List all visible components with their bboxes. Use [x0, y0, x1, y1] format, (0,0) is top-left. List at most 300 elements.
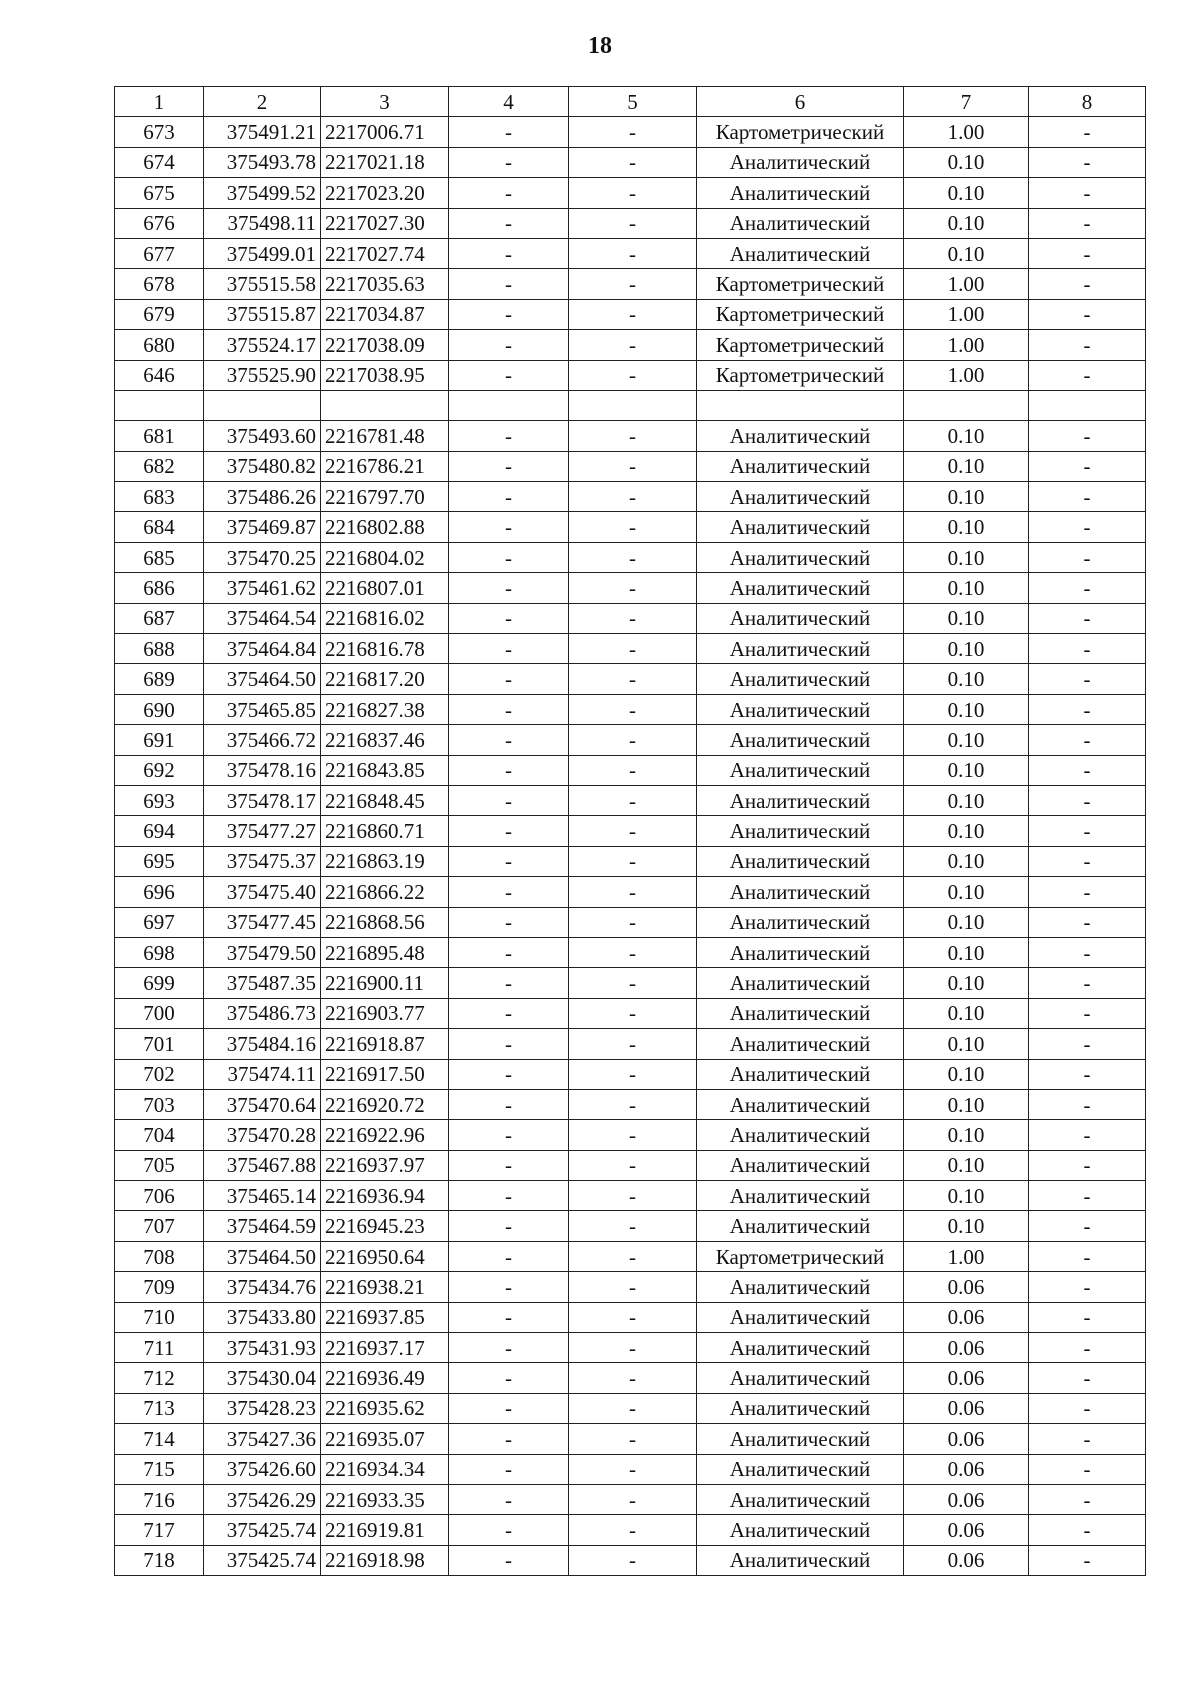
column-8-cell: - — [1029, 421, 1146, 451]
x-coordinate-cell: 375486.26 — [204, 482, 321, 512]
column-5-cell: - — [569, 968, 697, 998]
y-coordinate-cell: 2216936.94 — [321, 1181, 449, 1211]
column-8-cell: - — [1029, 1211, 1146, 1241]
accuracy-cell: 0.10 — [904, 725, 1029, 755]
method-cell: Аналитический — [697, 1089, 904, 1119]
x-coordinate-cell: 375525.90 — [204, 360, 321, 390]
y-coordinate-cell: 2216937.85 — [321, 1302, 449, 1332]
point-number-cell: 680 — [115, 330, 204, 360]
method-cell: Аналитический — [697, 664, 904, 694]
y-coordinate-cell: 2216937.17 — [321, 1333, 449, 1363]
y-coordinate-cell: 2216918.87 — [321, 1029, 449, 1059]
x-coordinate-cell: 375464.59 — [204, 1211, 321, 1241]
method-cell: Аналитический — [697, 482, 904, 512]
column-8-cell: - — [1029, 178, 1146, 208]
x-coordinate-cell: 375499.52 — [204, 178, 321, 208]
accuracy-cell: 1.00 — [904, 360, 1029, 390]
method-cell: Аналитический — [697, 512, 904, 542]
point-number-cell: 698 — [115, 937, 204, 967]
column-8-cell: - — [1029, 694, 1146, 724]
column-8-cell: - — [1029, 1424, 1146, 1454]
column-header-8: 8 — [1029, 87, 1146, 117]
column-4-cell: - — [449, 1454, 569, 1484]
x-coordinate-cell: 375464.50 — [204, 664, 321, 694]
y-coordinate-cell — [321, 390, 449, 420]
column-4-cell: - — [449, 117, 569, 147]
column-4-cell: - — [449, 299, 569, 329]
column-8-cell: - — [1029, 725, 1146, 755]
point-number-cell: 714 — [115, 1424, 204, 1454]
y-coordinate-cell: 2216900.11 — [321, 968, 449, 998]
column-8-cell: - — [1029, 664, 1146, 694]
x-coordinate-cell: 375499.01 — [204, 238, 321, 268]
method-cell: Аналитический — [697, 1454, 904, 1484]
y-coordinate-cell: 2217006.71 — [321, 117, 449, 147]
table-row — [115, 937, 1146, 967]
column-4-cell: - — [449, 451, 569, 481]
method-cell: Аналитический — [697, 1484, 904, 1514]
method-cell: Аналитический — [697, 542, 904, 572]
y-coordinate-cell: 2217021.18 — [321, 147, 449, 177]
column-5-cell: - — [569, 299, 697, 329]
y-coordinate-cell: 2216863.19 — [321, 846, 449, 876]
x-coordinate-cell: 375470.64 — [204, 1089, 321, 1119]
accuracy-cell: 0.10 — [904, 603, 1029, 633]
method-cell: Аналитический — [697, 1029, 904, 1059]
y-coordinate-cell: 2216866.22 — [321, 877, 449, 907]
accuracy-cell: 0.06 — [904, 1515, 1029, 1545]
table-row — [115, 1211, 1146, 1241]
column-8-cell: - — [1029, 877, 1146, 907]
point-number-cell: 676 — [115, 208, 204, 238]
column-8-cell: - — [1029, 937, 1146, 967]
column-5-cell: - — [569, 451, 697, 481]
x-coordinate-cell: 375475.40 — [204, 877, 321, 907]
point-number-cell: 709 — [115, 1272, 204, 1302]
method-cell: Аналитический — [697, 1150, 904, 1180]
column-8-cell: - — [1029, 1181, 1146, 1211]
accuracy-cell: 0.10 — [904, 694, 1029, 724]
column-8-cell: - — [1029, 1515, 1146, 1545]
column-5-cell: - — [569, 330, 697, 360]
x-coordinate-cell: 375515.58 — [204, 269, 321, 299]
column-5-cell — [569, 390, 697, 420]
table-row — [115, 147, 1146, 177]
column-8-cell: - — [1029, 1363, 1146, 1393]
column-5-cell: - — [569, 1241, 697, 1271]
column-5-cell: - — [569, 1515, 697, 1545]
method-cell: Картометрический — [697, 299, 904, 329]
column-8-cell: - — [1029, 1393, 1146, 1423]
point-number-cell: 699 — [115, 968, 204, 998]
y-coordinate-cell: 2216933.35 — [321, 1484, 449, 1514]
table-row — [115, 1181, 1146, 1211]
column-4-cell: - — [449, 1333, 569, 1363]
column-4-cell: - — [449, 1545, 569, 1575]
column-8-cell: - — [1029, 634, 1146, 664]
x-coordinate-cell: 375477.27 — [204, 816, 321, 846]
y-coordinate-cell: 2216950.64 — [321, 1241, 449, 1271]
table-row — [115, 330, 1146, 360]
accuracy-cell: 0.06 — [904, 1333, 1029, 1363]
column-8-cell: - — [1029, 269, 1146, 299]
y-coordinate-cell: 2216937.97 — [321, 1150, 449, 1180]
column-4-cell: - — [449, 1150, 569, 1180]
page-number: 18 — [588, 33, 612, 59]
y-coordinate-cell: 2216807.01 — [321, 573, 449, 603]
accuracy-cell: 0.10 — [904, 755, 1029, 785]
column-4-cell: - — [449, 147, 569, 177]
x-coordinate-cell: 375464.50 — [204, 1241, 321, 1271]
column-4-cell: - — [449, 634, 569, 664]
x-coordinate-cell: 375480.82 — [204, 451, 321, 481]
table-row — [115, 1454, 1146, 1484]
accuracy-cell: 0.10 — [904, 1181, 1029, 1211]
method-cell: Аналитический — [697, 1120, 904, 1150]
column-4-cell: - — [449, 1302, 569, 1332]
method-cell: Аналитический — [697, 937, 904, 967]
accuracy-cell: 0.06 — [904, 1454, 1029, 1484]
column-4-cell: - — [449, 360, 569, 390]
accuracy-cell: 0.10 — [904, 907, 1029, 937]
column-5-cell: - — [569, 360, 697, 390]
column-8-cell: - — [1029, 330, 1146, 360]
x-coordinate-cell: 375491.21 — [204, 117, 321, 147]
column-5-cell: - — [569, 542, 697, 572]
column-4-cell: - — [449, 877, 569, 907]
accuracy-cell: 1.00 — [904, 299, 1029, 329]
y-coordinate-cell: 2216786.21 — [321, 451, 449, 481]
point-number-cell: 684 — [115, 512, 204, 542]
column-5-cell: - — [569, 117, 697, 147]
column-5-cell: - — [569, 238, 697, 268]
y-coordinate-cell: 2216895.48 — [321, 937, 449, 967]
table-row — [115, 846, 1146, 876]
table-row — [115, 178, 1146, 208]
y-coordinate-cell: 2216920.72 — [321, 1089, 449, 1119]
column-8-cell: - — [1029, 968, 1146, 998]
column-5-cell: - — [569, 937, 697, 967]
column-5-cell: - — [569, 1363, 697, 1393]
x-coordinate-cell: 375474.11 — [204, 1059, 321, 1089]
table-row — [115, 968, 1146, 998]
accuracy-cell: 0.06 — [904, 1363, 1029, 1393]
point-number-cell: 717 — [115, 1515, 204, 1545]
accuracy-cell: 0.10 — [904, 968, 1029, 998]
method-cell: Аналитический — [697, 603, 904, 633]
column-header-2: 2 — [204, 87, 321, 117]
method-cell: Аналитический — [697, 755, 904, 785]
column-8-cell: - — [1029, 785, 1146, 815]
accuracy-cell: 0.10 — [904, 1089, 1029, 1119]
column-5-cell: - — [569, 1272, 697, 1302]
column-5-cell: - — [569, 1029, 697, 1059]
x-coordinate-cell: 375469.87 — [204, 512, 321, 542]
method-cell: Аналитический — [697, 238, 904, 268]
point-number-cell: 711 — [115, 1333, 204, 1363]
accuracy-cell: 0.10 — [904, 573, 1029, 603]
y-coordinate-cell: 2216804.02 — [321, 542, 449, 572]
column-4-cell: - — [449, 755, 569, 785]
column-4-cell: - — [449, 694, 569, 724]
column-header-1: 1 — [115, 87, 204, 117]
point-number-cell: 705 — [115, 1150, 204, 1180]
accuracy-cell: 0.10 — [904, 1120, 1029, 1150]
y-coordinate-cell: 2216935.07 — [321, 1424, 449, 1454]
point-number-cell: 679 — [115, 299, 204, 329]
column-5-cell: - — [569, 664, 697, 694]
column-8-cell: - — [1029, 1272, 1146, 1302]
column-4-cell: - — [449, 573, 569, 603]
point-number-cell: 683 — [115, 482, 204, 512]
accuracy-cell: 0.06 — [904, 1424, 1029, 1454]
column-8-cell: - — [1029, 512, 1146, 542]
column-8-cell: - — [1029, 117, 1146, 147]
column-5-cell: - — [569, 816, 697, 846]
point-number-cell: 678 — [115, 269, 204, 299]
table-row — [115, 1545, 1146, 1575]
column-8-cell: - — [1029, 816, 1146, 846]
table-row — [115, 360, 1146, 390]
column-8-cell: - — [1029, 1241, 1146, 1271]
x-coordinate-cell: 375426.60 — [204, 1454, 321, 1484]
point-number-cell: 646 — [115, 360, 204, 390]
column-header-5: 5 — [569, 87, 697, 117]
method-cell: Аналитический — [697, 178, 904, 208]
method-cell: Аналитический — [697, 785, 904, 815]
table-header — [115, 87, 1146, 117]
x-coordinate-cell — [204, 390, 321, 420]
accuracy-cell: 0.10 — [904, 451, 1029, 481]
accuracy-cell: 0.10 — [904, 1211, 1029, 1241]
method-cell: Аналитический — [697, 1059, 904, 1089]
column-header-7: 7 — [904, 87, 1029, 117]
column-4-cell: - — [449, 1089, 569, 1119]
header-row — [115, 87, 1146, 117]
point-number-cell: 694 — [115, 816, 204, 846]
method-cell: Аналитический — [697, 1211, 904, 1241]
accuracy-cell: 1.00 — [904, 117, 1029, 147]
y-coordinate-cell: 2216848.45 — [321, 785, 449, 815]
table-row — [115, 755, 1146, 785]
table-row — [115, 1363, 1146, 1393]
column-8-cell: - — [1029, 1454, 1146, 1484]
x-coordinate-cell: 375465.14 — [204, 1181, 321, 1211]
column-8-cell: - — [1029, 1150, 1146, 1180]
column-5-cell: - — [569, 1484, 697, 1514]
column-8-cell: - — [1029, 1059, 1146, 1089]
point-number-cell: 674 — [115, 147, 204, 177]
table-row — [115, 512, 1146, 542]
table-body — [115, 117, 1146, 1576]
table-row — [115, 1515, 1146, 1545]
x-coordinate-cell: 375434.76 — [204, 1272, 321, 1302]
method-cell: Картометрический — [697, 360, 904, 390]
column-8-cell: - — [1029, 1089, 1146, 1119]
column-5-cell: - — [569, 512, 697, 542]
column-4-cell: - — [449, 482, 569, 512]
point-number-cell — [115, 390, 204, 420]
point-number-cell: 701 — [115, 1029, 204, 1059]
point-number-cell: 697 — [115, 907, 204, 937]
y-coordinate-cell: 2216936.49 — [321, 1363, 449, 1393]
column-8-cell: - — [1029, 1484, 1146, 1514]
column-8-cell: - — [1029, 542, 1146, 572]
accuracy-cell: 0.10 — [904, 634, 1029, 664]
point-number-cell: 685 — [115, 542, 204, 572]
y-coordinate-cell: 2216903.77 — [321, 998, 449, 1028]
column-4-cell: - — [449, 1272, 569, 1302]
table-row — [115, 664, 1146, 694]
table-row — [115, 877, 1146, 907]
x-coordinate-cell: 375524.17 — [204, 330, 321, 360]
point-number-cell: 695 — [115, 846, 204, 876]
method-cell: Аналитический — [697, 573, 904, 603]
column-4-cell: - — [449, 178, 569, 208]
table-row — [115, 1029, 1146, 1059]
point-number-cell: 706 — [115, 1181, 204, 1211]
method-cell: Аналитический — [697, 998, 904, 1028]
column-5-cell: - — [569, 907, 697, 937]
accuracy-cell: 0.10 — [904, 785, 1029, 815]
method-cell: Аналитический — [697, 208, 904, 238]
column-4-cell: - — [449, 330, 569, 360]
y-coordinate-cell: 2217035.63 — [321, 269, 449, 299]
accuracy-cell: 0.06 — [904, 1484, 1029, 1514]
table-row — [115, 1484, 1146, 1514]
table-row — [115, 238, 1146, 268]
column-5-cell: - — [569, 694, 697, 724]
column-5-cell: - — [569, 573, 697, 603]
y-coordinate-cell: 2216938.21 — [321, 1272, 449, 1302]
method-cell: Аналитический — [697, 968, 904, 998]
column-4-cell: - — [449, 512, 569, 542]
y-coordinate-cell: 2217027.74 — [321, 238, 449, 268]
x-coordinate-cell: 375428.23 — [204, 1393, 321, 1423]
accuracy-cell: 1.00 — [904, 330, 1029, 360]
table-row — [115, 451, 1146, 481]
accuracy-cell: 0.10 — [904, 208, 1029, 238]
table-row — [115, 1241, 1146, 1271]
method-cell: Аналитический — [697, 846, 904, 876]
coordinates-table — [114, 86, 1146, 1576]
accuracy-cell: 0.10 — [904, 421, 1029, 451]
y-coordinate-cell: 2217023.20 — [321, 178, 449, 208]
column-5-cell: - — [569, 1089, 697, 1119]
column-4-cell: - — [449, 208, 569, 238]
accuracy-cell: 0.10 — [904, 178, 1029, 208]
method-cell: Аналитический — [697, 694, 904, 724]
column-4-cell: - — [449, 1059, 569, 1089]
column-5-cell: - — [569, 998, 697, 1028]
point-number-cell: 700 — [115, 998, 204, 1028]
table-row — [115, 725, 1146, 755]
column-5-cell: - — [569, 178, 697, 208]
x-coordinate-cell: 375478.16 — [204, 755, 321, 785]
column-4-cell: - — [449, 907, 569, 937]
x-coordinate-cell: 375433.80 — [204, 1302, 321, 1332]
accuracy-cell: 0.10 — [904, 238, 1029, 268]
y-coordinate-cell: 2217034.87 — [321, 299, 449, 329]
accuracy-cell: 1.00 — [904, 269, 1029, 299]
point-number-cell: 707 — [115, 1211, 204, 1241]
column-4-cell: - — [449, 785, 569, 815]
y-coordinate-cell: 2216918.98 — [321, 1545, 449, 1575]
accuracy-cell: 0.10 — [904, 664, 1029, 694]
column-4-cell: - — [449, 937, 569, 967]
point-number-cell: 696 — [115, 877, 204, 907]
column-4-cell: - — [449, 846, 569, 876]
column-5-cell: - — [569, 1120, 697, 1150]
x-coordinate-cell: 375478.17 — [204, 785, 321, 815]
method-cell: Аналитический — [697, 1272, 904, 1302]
x-coordinate-cell: 375425.74 — [204, 1515, 321, 1545]
accuracy-cell: 0.06 — [904, 1302, 1029, 1332]
point-number-cell: 704 — [115, 1120, 204, 1150]
column-5-cell: - — [569, 1424, 697, 1454]
column-5-cell: - — [569, 1150, 697, 1180]
column-8-cell: - — [1029, 1333, 1146, 1363]
x-coordinate-cell: 375467.88 — [204, 1150, 321, 1180]
method-cell: Аналитический — [697, 907, 904, 937]
method-cell: Аналитический — [697, 1302, 904, 1332]
table-row — [115, 1059, 1146, 1089]
table-row — [115, 573, 1146, 603]
table-row — [115, 1120, 1146, 1150]
column-8-cell: - — [1029, 147, 1146, 177]
column-5-cell: - — [569, 1454, 697, 1484]
accuracy-cell: 0.10 — [904, 1029, 1029, 1059]
column-4-cell: - — [449, 1484, 569, 1514]
point-number-cell: 689 — [115, 664, 204, 694]
method-cell: Аналитический — [697, 1333, 904, 1363]
column-8-cell: - — [1029, 907, 1146, 937]
y-coordinate-cell: 2216837.46 — [321, 725, 449, 755]
accuracy-cell: 0.10 — [904, 1150, 1029, 1180]
column-5-cell: - — [569, 482, 697, 512]
x-coordinate-cell: 375486.73 — [204, 998, 321, 1028]
column-4-cell: - — [449, 1363, 569, 1393]
table-row — [115, 542, 1146, 572]
column-4-cell: - — [449, 238, 569, 268]
x-coordinate-cell: 375465.85 — [204, 694, 321, 724]
point-number-cell: 716 — [115, 1484, 204, 1514]
column-8-cell: - — [1029, 208, 1146, 238]
table-row — [115, 1393, 1146, 1423]
x-coordinate-cell: 375484.16 — [204, 1029, 321, 1059]
method-cell: Аналитический — [697, 877, 904, 907]
column-5-cell: - — [569, 603, 697, 633]
column-header-3: 3 — [321, 87, 449, 117]
column-4-cell: - — [449, 1424, 569, 1454]
method-cell: Аналитический — [697, 1393, 904, 1423]
column-4-cell: - — [449, 269, 569, 299]
x-coordinate-cell: 375425.74 — [204, 1545, 321, 1575]
column-5-cell: - — [569, 147, 697, 177]
column-4-cell: - — [449, 664, 569, 694]
column-4-cell — [449, 390, 569, 420]
column-5-cell: - — [569, 725, 697, 755]
column-5-cell: - — [569, 269, 697, 299]
x-coordinate-cell: 375466.72 — [204, 725, 321, 755]
point-number-cell: 693 — [115, 785, 204, 815]
x-coordinate-cell: 375487.35 — [204, 968, 321, 998]
point-number-cell: 687 — [115, 603, 204, 633]
table-row — [115, 1150, 1146, 1180]
point-number-cell: 710 — [115, 1302, 204, 1332]
accuracy-cell: 0.10 — [904, 816, 1029, 846]
method-cell: Картометрический — [697, 1241, 904, 1271]
